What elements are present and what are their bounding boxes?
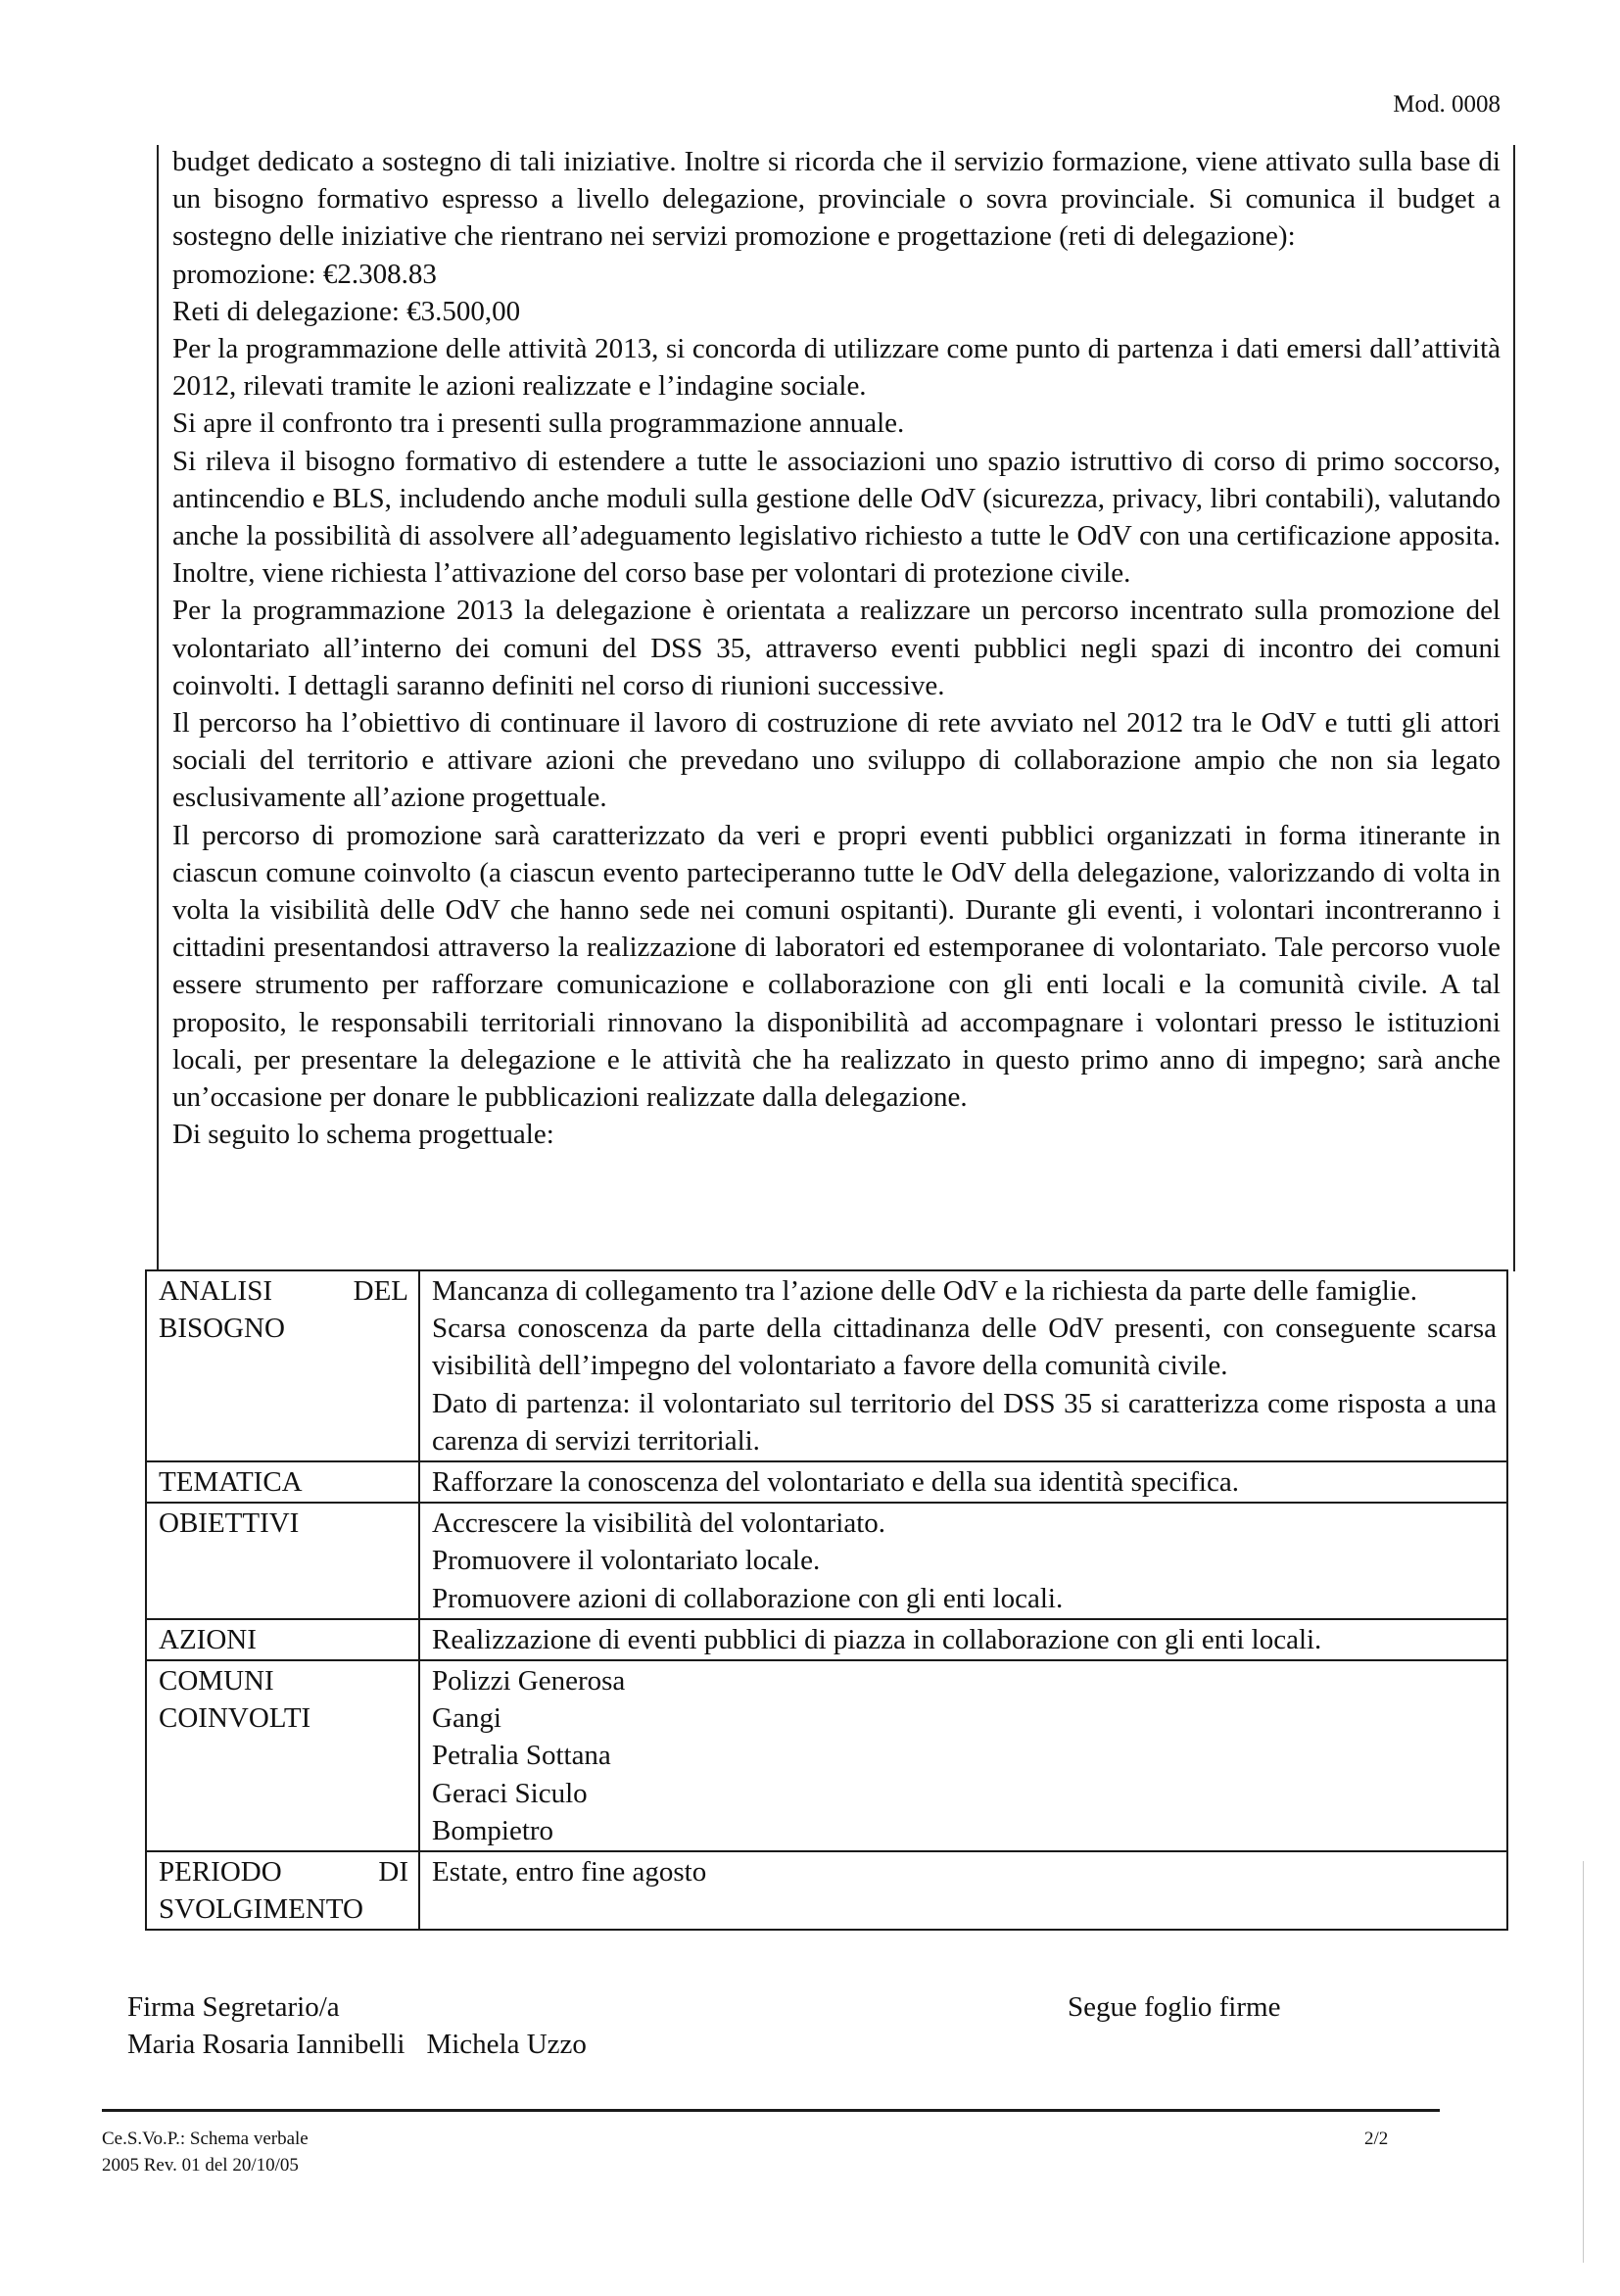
budget-promozione: promozione: €2.308.83 (172, 258, 437, 290)
label-part: COMUNI (159, 1665, 274, 1698)
row-label (146, 1270, 419, 1461)
paragraph-programmazione-2013: Per la programmazione 2013 la delegazione è orientata a realizzare un percorso incentrato sulla promozione del volontariato all’interno dei comuni del DSS 35, attraverso eventi pubblici negli spazi di incontro dei comuni coinvolti. I dettagli saranno definiti nel corso di riunioni successive. (172, 595, 1501, 701)
label-part: BISOGNO (159, 1313, 285, 1345)
row-value (419, 1660, 1507, 1851)
follow-note: Segue foglio firme (1068, 1991, 1281, 2023)
signature-block (127, 1988, 587, 2063)
row-value (419, 1851, 1507, 1930)
row-label: AZIONI (146, 1619, 419, 1660)
table-row-periodo (146, 1851, 1507, 1930)
row-label (146, 1660, 419, 1851)
value-line: Scarsa conoscenza da parte della cittadinanza delle OdV presenti, con conseguente scarsa visibilità dell’impegno del volontariato a favore della comunità civile. (432, 1313, 1497, 1382)
value-line: Petralia Sottana (432, 1740, 611, 1772)
table-row-analisi (146, 1270, 1507, 1461)
signature-title: Firma Segretario/a (127, 1991, 340, 2023)
table-row-azioni (146, 1619, 1507, 1660)
row-value (419, 1270, 1507, 1461)
value-line: Realizzazione di eventi pubblici di piazza in collaborazione con gli enti locali. (432, 1623, 1322, 1655)
value-line: Dato di partenza: il volontariato sul territorio del DSS 35 si caratterizza come risposta a una carenza di servizi territoriali. (432, 1387, 1497, 1457)
scan-artifact-line (1583, 1861, 1584, 2263)
signatory-name: Michela Uzzo (426, 2029, 587, 2060)
budget-reti-delegazione: Reti di delegazione: €3.500,00 (172, 295, 521, 327)
form-code: Mod. 0008 (1393, 91, 1501, 118)
table-row-comuni (146, 1660, 1507, 1851)
label-part: ANALISI (159, 1275, 272, 1307)
value-line: Estate, entro fine agosto (432, 1856, 707, 1889)
table-row-obiettivi (146, 1503, 1507, 1619)
paragraph-schema-intro: Di seguito lo schema progettuale: (172, 1119, 554, 1151)
value-line: Bompietro (432, 1814, 554, 1846)
signature-names (127, 2026, 587, 2063)
label-part: PERIODO (159, 1856, 282, 1889)
value-line: Polizzi Generosa (432, 1665, 626, 1698)
label-part: DEL (353, 1275, 408, 1307)
row-label: OBIETTIVI (146, 1503, 419, 1619)
paragraph-confronto: Si apre il confronto tra i presenti sulla programmazione annuale. (172, 407, 905, 440)
paragraph-budget: budget dedicato a sostegno di tali iniziative. Inoltre si ricorda che il servizio formazione, viene attivato sulla base di un bisogno formativo espresso a livello delegazione, provinciale o sovra provinciale. Si comunica il budget a sostegno delle iniziative che rientrano nei servizi promozione e progettazione (reti di delegazione): (172, 146, 1501, 253)
page-number: 2/2 (1364, 2129, 1389, 2149)
value-line: Mancanza di collegamento tra l’azione delle OdV e la richiesta da parte delle famiglie. (432, 1275, 1417, 1307)
value-line: Accrescere la visibilità del volontariato. (432, 1507, 886, 1540)
value-line: Promuovere il volontariato locale. (432, 1545, 821, 1577)
row-label: TEMATICA (146, 1461, 419, 1503)
project-scheme-table (145, 1269, 1508, 1931)
footer-revision: 2005 Rev. 01 del 20/10/05 (102, 2155, 299, 2176)
value-line: Geraci Siculo (432, 1777, 588, 1809)
minutes-body (172, 143, 1501, 1153)
row-value (419, 1503, 1507, 1619)
label-part: COINVOLTI (159, 1702, 311, 1735)
value-line: Rafforzare la conoscenza del volontariato e della sua identità specifica. (432, 1466, 1239, 1499)
table-row-tematica (146, 1461, 1507, 1503)
label-part: DI (378, 1856, 408, 1889)
row-label (146, 1851, 419, 1930)
signatory-name: Maria Rosaria Iannibelli (127, 2029, 405, 2060)
row-value (419, 1461, 1507, 1503)
footer-divider (102, 2109, 1440, 2112)
footer-info (102, 2126, 309, 2178)
value-line: Promuovere azioni di collaborazione con gli enti locali. (432, 1582, 1064, 1614)
label-part: SVOLGIMENTO (159, 1893, 363, 1926)
footer-doc-title: Ce.S.Vo.P.: Schema verbale (102, 2129, 309, 2149)
value-line: Gangi (432, 1702, 501, 1735)
paragraph-percorso-promozione: Il percorso di promozione sarà caratterizzato da veri e propri eventi pubblici organizzati in forma itinerante in ciascun comune coinvolto (a ciascun evento parteciperanno tutte le OdV della delegazione, valorizzando di volta in volta la visibilità delle OdV che hanno sede nei comuni ospitanti). Durante gli eventi, i volontari incontreranno i cittadini presentandosi attraverso la realizzazione di laboratori ed estemporanee di volontariato. Tale percorso vuole essere strumento per rafforzare comunicazione e collaborazione con gli enti locali e la comunità civile. A tal proposito, le responsabili territoriali rinnovano la disponibilità ad accompagnare i volontari presso le istituzioni locali, per presentare la delegazione e le attività che ha realizzato in questo primo anno di impegno; sarà anche un’occasione per donare le pubblicazioni realizzate dalla delegazione. (172, 819, 1501, 1114)
row-value (419, 1619, 1507, 1660)
paragraph-bisogno-formativo: Si rileva il bisogno formativo di estendere a tutte le associazioni uno spazio istruttivo di corso di primo soccorso, antincendio e BLS, includendo anche moduli sulla gestione delle OdV (sicurezza, privacy, libri contabili), valutando anche la possibilità di assolvere all’adeguamento legislativo richiesto a tutte le OdV con una certificazione apposita. Inoltre, viene richiesta l’attivazione del corso base per volontari di protezione civile. (172, 445, 1501, 590)
paragraph-obiettivo-percorso: Il percorso ha l’obiettivo di continuare il lavoro di costruzione di rete avviato nel 2012 tra le OdV e tutti gli attori sociali del territorio e attivare azioni che prevedano uno sviluppo di collaborazione ampio che non sia legato esclusivamente all’azione progettuale. (172, 707, 1501, 814)
paragraph-programmazione: Per la programmazione delle attività 2013, si concorda di utilizzare come punto di partenza i dati emersi dall’attività 2012, rilevati tramite le azioni realizzate e l’indagine sociale. (172, 333, 1501, 403)
